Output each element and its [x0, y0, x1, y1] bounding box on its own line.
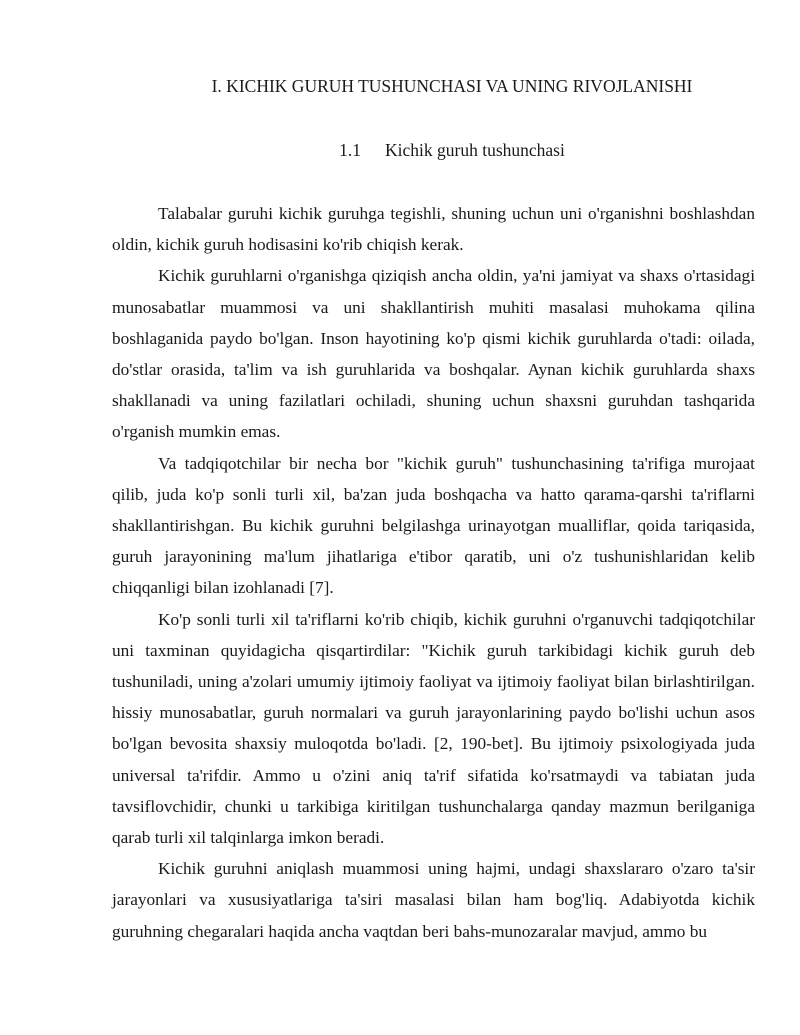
- chapter-title: I. KICHIK GURUH TUSHUNCHASI VA UNING RIVOJLANISHI: [211, 76, 693, 96]
- paragraph: Ko'p sonli turli xil ta'riflarni ko'rib chiqib, kichik guruhni o'rganuvchi tadqiqotchilar uni taxminan quyidagicha qisqartirdilar: "Kichik guruh tarkibidagi kichik guruh deb tushuniladi, uning a'zolari umumiy ijtimoiy faoliyat va ijtimoiy faoliyat bilan birlashtirilgan. hissiy munosabatlar, guruh normalari va guruh jarayonlarining paydo bo'lishi uchun asos bo'lgan bevosita shaxsiy muloqotda bo'ladi. [2, 190-bet]. Bu ijtimoiy psixologiyada juda universal ta'rifdir. Ammo u o'zini aniq ta'rif sifatida ko'rsatmaydi va tabiatan juda tavsiflovchidir, chunki u tarkibiga kiritilgan tushunchalarga qanday mazmun berilganiga qarab turli xil talqinlarga imkon beradi.: [112, 609, 755, 848]
- section-number: 1.1: [339, 140, 362, 160]
- paragraph: Va tadqiqotchilar bir necha bor "kichik guruh" tushunchasining ta'rifiga murojaat qilib, juda ko'p sonli turli xil, ba'zan juda boshqacha va hatto qarama-qarshi ta'riflarni shakllantirishgan. Bu kichik guruhni belgilashga urinayotgan mualliflar, qoida tariqasida, guruh jarayonining ma'lum jihatlariga e'tibor qaratib, uni o'z tushunishlaridan kelib chiqqanligi bilan izohlanadi [7].: [112, 453, 755, 598]
- paragraph: Kichik guruhlarni o'rganishga qiziqish ancha oldin, ya'ni jamiyat va shaxs o'rtasidagi munosabatlar muammosi va uni shakllantirish muhiti masalasi muhokama qilina boshlaganida paydo bo'lgan. Inson hayotining ko'p qismi kichik guruhlarda o'tadi: oilada, do'stlar orasida, ta'lim va ish guruhlarida va boshqalar. Aynan kichik guruhlarda shaxs shakllanadi va uning fazilatlari ochiladi, shuning uchun shaxsni guruhdan tashqarida o'rganish mumkin emas.: [112, 266, 755, 442]
- paragraph: Kichik guruhni aniqlash muammosi uning hajmi, undagi shaxslararo o'zaro ta'sir jarayonlari va xususiyatlariga ta'siri masalasi bilan ham bog'liq. Adabiyotda kichik guruhning chegaralari haqida ancha vaqtdan beri bahs-munozaralar mavjud, ammo bu: [112, 859, 755, 941]
- section-heading: [0, 138, 800, 162]
- section-title: Kichik guruh tushunchasi: [385, 140, 565, 160]
- paragraph: Talabalar guruhi kichik guruhga tegishli, shuning uchun uni o'rganishni boshlashdan oldin, kichik guruh hodisasini ko'rib chiqish kerak.: [112, 204, 755, 255]
- body-text: [112, 198, 755, 947]
